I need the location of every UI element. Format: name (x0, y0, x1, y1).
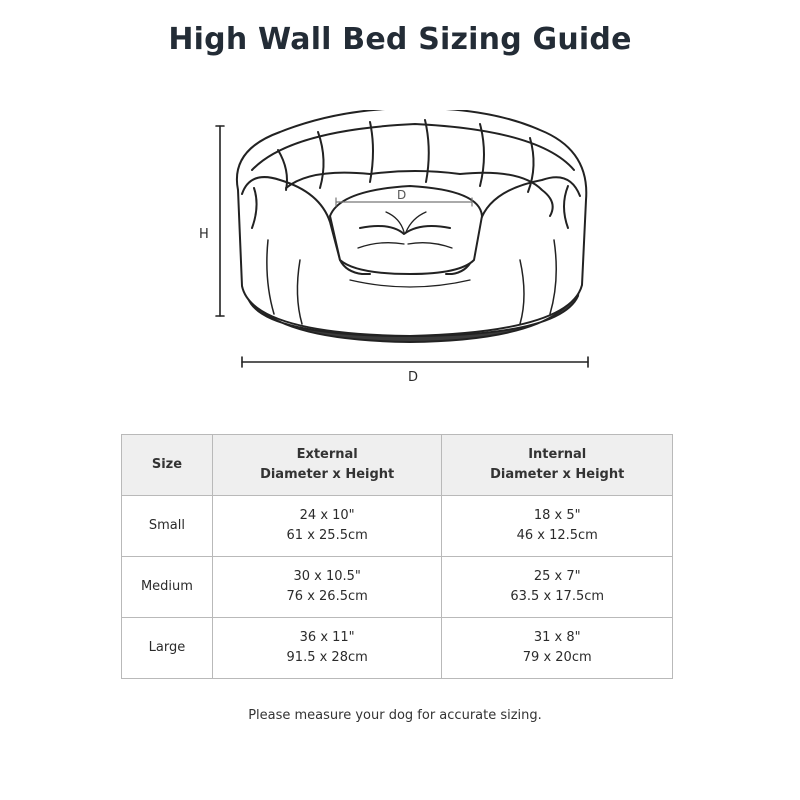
table-row (122, 618, 673, 679)
size-cell: Medium (122, 557, 213, 618)
table-row (122, 496, 673, 557)
inner-diameter-dimension-label: D (397, 188, 407, 202)
header-internal: Internal Diameter x Height (442, 435, 673, 496)
external-cell: 36 x 11" 91.5 x 28cm (212, 618, 442, 679)
pet-bed-icon (190, 110, 610, 390)
external-cell: 30 x 10.5" 76 x 26.5cm (212, 557, 442, 618)
internal-cell: 25 x 7" 63.5 x 17.5cm (442, 557, 673, 618)
internal-cell: 31 x 8" 79 x 20cm (442, 618, 673, 679)
footnote: Please measure your dog for accurate sizing. (248, 708, 542, 723)
size-cell: Small (122, 496, 213, 557)
sizing-table (121, 434, 673, 679)
page-title: High Wall Bed Sizing Guide (168, 22, 632, 57)
size-cell: Large (122, 618, 213, 679)
height-dimension-label: H (199, 227, 209, 242)
table-header-row (122, 435, 673, 496)
diameter-dimension-label: D (408, 370, 419, 385)
internal-cell: 18 x 5" 46 x 12.5cm (442, 496, 673, 557)
header-external: External Diameter x Height (212, 435, 442, 496)
external-cell: 24 x 10" 61 x 25.5cm (212, 496, 442, 557)
table-row (122, 557, 673, 618)
header-size: Size (122, 435, 213, 496)
